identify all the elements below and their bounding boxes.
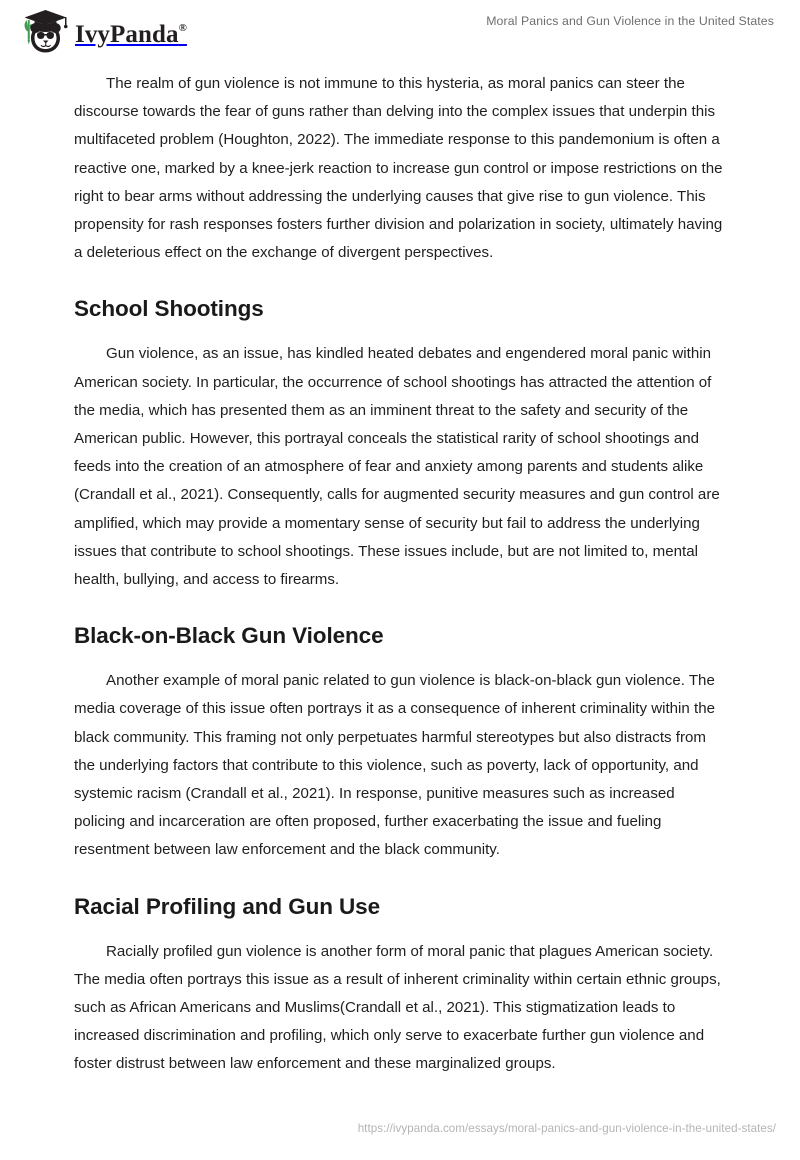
spacer [74, 920, 726, 938]
paragraph-black-on-black-gun-violence: Another example of moral panic related to gun violence is black-on-black gun violence. The media coverage of this issue often portrays it as a consequence of inherent criminality within the black community. This framing not only perpetuates harmful stereotypes but also distracts from the underlying factors that contribute to this violence, such as poverty, lack of opportunity, and systemic racism (Crandall et al., 2021). In response, punitive measures such as increased policing and incarceration are often proposed, further exacerbating the issue and fueling resentment between law enforcement and the black community. [74, 672, 715, 859]
spacer [74, 649, 726, 667]
paragraph-school-shootings: Gun violence, as an issue, has kindled heated debates and engendered moral panic within American society. In particular, the occurrence of school shootings has attracted the attention of the media, which has presented them as an imminent threat to the safety and security of the American public. However, this portrayal conceals the statistical rarity of school shootings and feeds into the creation of an atmosphere of fear and anxiety among parents and students alike (Crandall et al., 2021). Consequently, calls for augmented security measures and gun control are amplified, which may provide a momentary sense of security but fail to address the underlying issues that contribute to school shootings. These issues include, but are not limited to, mental health, bullying, and access to firearms. [74, 345, 720, 589]
panda-graduation-cap-logo-icon [18, 9, 68, 57]
heading-school-shootings: School Shootings [74, 296, 264, 322]
brand-logo-link[interactable] [18, 9, 187, 57]
paragraph-racial-profiling-and-gun-use: Racially profiled gun violence is another form of moral panic that plagues American society. The media often portrays this issue as a result of inherent criminality within certain ethnic groups, such as African Americans and Muslims(Crandall et al., 2021). This stigmatization leads to increased discrimination and profiling, which only serve to exacerbate further gun violence and foster distrust between law enforcement and these marginalized groups. [74, 942, 721, 1073]
paragraph-moral-panic-hysteria: The realm of gun violence is not immune to this hysteria, as moral panics can steer the discourse towards the fear of guns rather than delving into the complex issues that underpin this multifaceted problem (Houghton, 2022). The immediate response to this pandemonium is often a reactive one, marked by a knee-jerk reaction to increase gun control or impose restrictions on the right to bear arms without addressing the underlying causes that give rise to gun violence. This propensity for rash responses fosters further division and polarization in society, ultimately having a deleterious effect on the exchange of divergent perspectives. [74, 75, 723, 262]
page-footer [0, 1114, 800, 1160]
brand-name-text: IvyPanda [75, 20, 179, 48]
page-header [0, 0, 800, 66]
running-head-title: Moral Panics and Gun Violence in the United States [486, 14, 774, 28]
spacer [74, 322, 726, 340]
heading-racial-profiling-and-gun-use: Racial Profiling and Gun Use [74, 893, 381, 919]
brand-wordmark [75, 22, 187, 47]
heading-black-on-black-gun-violence: Black-on-Black Gun Violence [74, 623, 384, 649]
spacer [74, 267, 726, 295]
document-body [74, 70, 726, 1079]
spacer [74, 594, 726, 622]
registered-trademark-symbol: ® [178, 22, 187, 35]
footer-source-url[interactable]: https://ivypanda.com/essays/moral-panics-and-gun-violence-in-the-united-states/ [357, 1122, 776, 1135]
spacer [74, 865, 726, 893]
